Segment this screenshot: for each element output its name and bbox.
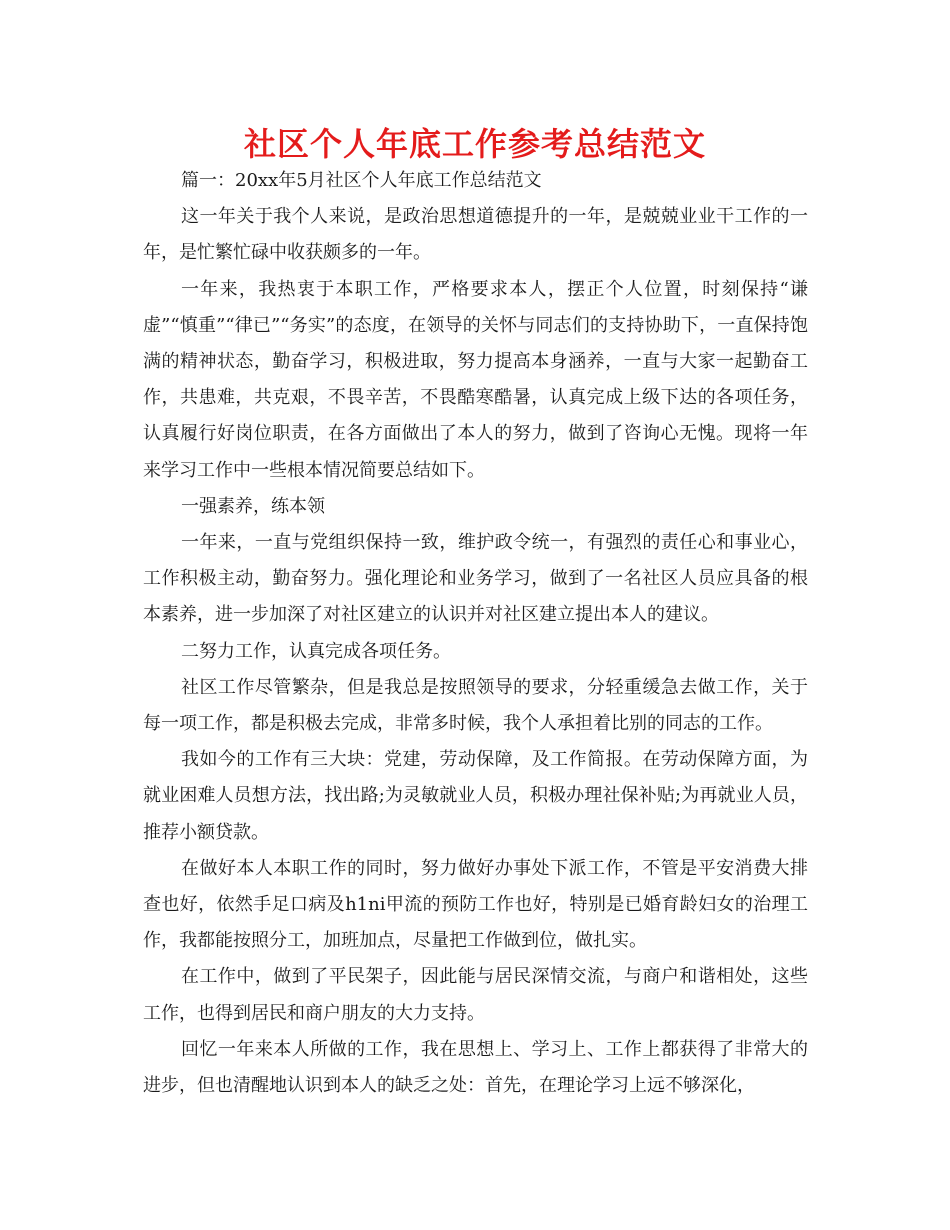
paragraph: 在做好本人本职工作的同时，努力做好办事处下派工作，不管是平安消费大排查也好，依然手足口病及h1ni甲流的预防工作也好，特别是已婚育龄妇女的治理工作，我都能按照分工，加班加点，尽量把工作做到位，做扎实。 xyxy=(143,857,808,952)
section-heading: 一强素养，练本领 xyxy=(181,495,325,517)
paragraph: 一年来，一直与党组织保持一致，维护政令统一，有强烈的责任心和事业心，工作积极主动，勤奋努力。强化理论和业务学习，做到了一名社区人员应具备的根本素养，进一步加深了对社区建立的认识并对社区建立提出本人的建议。 xyxy=(143,532,808,626)
paragraph: 这一年关于我个人来说，是政治思想道德提升的一年，是兢兢业业干工作的一年，是忙繁忙碌中收获颇多的一年。 xyxy=(143,206,808,264)
paragraph: 在工作中，做到了平民架子，因此能与居民深情交流，与商户和谐相处，这些工作，也得到居民和商户朋友的大力支持。 xyxy=(143,966,808,1024)
document-title: 社区个人年底工作参考总结范文 xyxy=(243,125,706,163)
paragraph: 篇一：20xx年5月社区个人年底工作总结范文 xyxy=(181,170,542,191)
paragraph: 我如今的工作有三大块：党建，劳动保障，及工作简报。在劳动保障方面，为就业困难人员想方法，找出路;为灵敏就业人员，积极办理社保补贴;为再就业人员，推荐小额贷款。 xyxy=(143,749,808,843)
paragraph: 一年来，我热衷于本职工作，严格要求本人，摆正个人位置，时刻保持“谦虚”“慎重”“律已”“务实”的态度，在领导的关怀与同志们的支持协助下，一直保持饱满的精神状态，勤奋学习，积极进取，努力提高本身涵养，一直与大家一起勤奋工作，共患难，共克艰，不畏辛苦，不畏酷寒酷暑，认真完成上级下达的各项任务，认真履行好岗位职责，在各方面做出了本人的努力，做到了咨询心无愧。现将一年来学习工作中一些根本情况简要总结如下。 xyxy=(143,278,808,481)
document-body xyxy=(143,163,808,1104)
section-heading: 二努力工作，认真完成各项任务。 xyxy=(181,640,451,662)
paragraph: 回忆一年来本人所做的工作，我在思想上、学习上、工作上都获得了非常大的进步，但也清醒地认识到本人的缺乏之处：首先，在理论学习上远不够深化， xyxy=(143,1038,808,1097)
paragraph: 社区工作尽管繁杂，但是我总是按照领导的要求，分轻重缓急去做工作，关于每一项工作，都是积极去完成，非常多时候，我个人承担着比别的同志的工作。 xyxy=(143,676,808,735)
